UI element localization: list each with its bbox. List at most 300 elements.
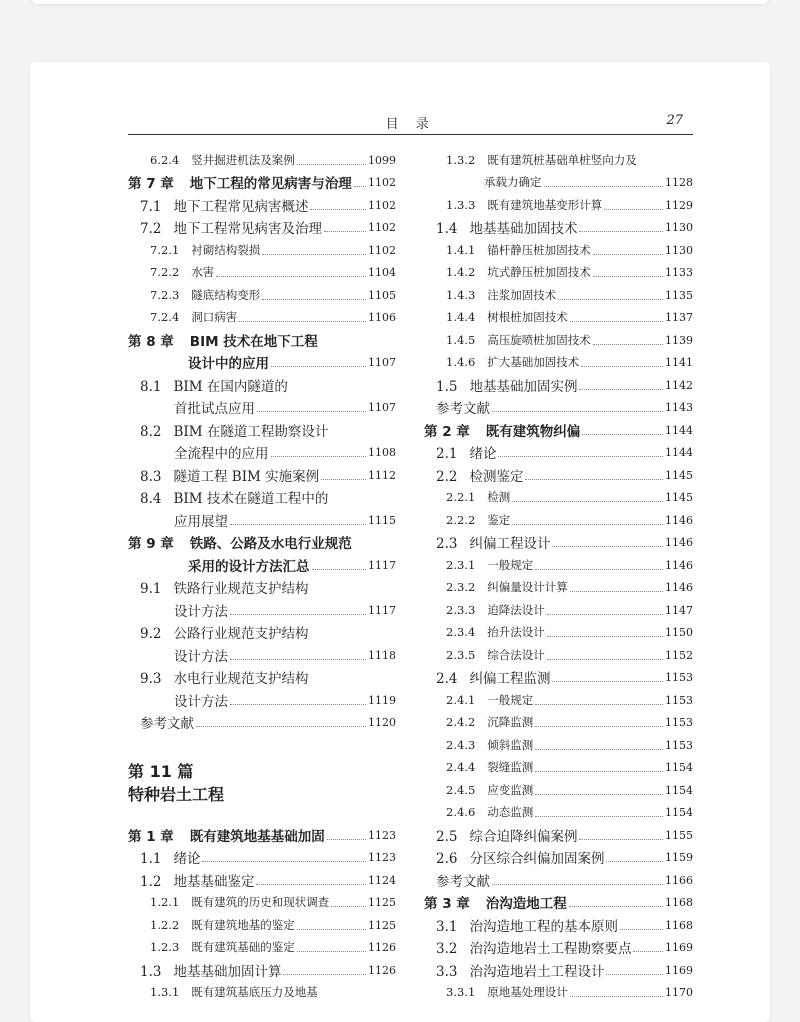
toc-entry-sub[interactable] xyxy=(128,261,396,283)
toc-entry-title xyxy=(128,172,352,192)
toc-entry-title xyxy=(128,825,325,845)
toc-entry-title xyxy=(140,622,308,642)
toc-entry-number: 1.1 xyxy=(140,851,162,867)
dot-leader xyxy=(256,879,366,885)
dot-leader xyxy=(606,969,663,975)
toc-entry-page: 1105 xyxy=(368,288,396,302)
dot-leader xyxy=(492,879,663,885)
toc-entry-sub[interactable] xyxy=(424,576,693,598)
toc-entry-sec[interactable] xyxy=(128,216,396,238)
toc-entry-title xyxy=(446,692,533,708)
dot-leader xyxy=(547,631,663,637)
toc-entry-page: 1145 xyxy=(665,468,693,482)
dot-leader xyxy=(196,721,366,727)
toc-entry-page: 1141 xyxy=(665,355,693,369)
toc-entry-sec[interactable] xyxy=(128,374,396,396)
dot-leader xyxy=(512,519,663,525)
dot-leader xyxy=(271,451,367,457)
toc-entry-title xyxy=(150,242,260,258)
toc-entry-sec[interactable] xyxy=(128,576,396,598)
toc-entry-page: 1144 xyxy=(665,423,693,437)
toc-entry-sec[interactable] xyxy=(128,509,396,531)
toc-entry-text: 地基基础加固计算 xyxy=(173,964,282,980)
toc-entry-number: 1.4 xyxy=(436,221,458,237)
toc-entry-sec[interactable] xyxy=(424,824,693,846)
dot-leader xyxy=(606,856,663,862)
toc-entry-number: 1.2.3 xyxy=(150,940,180,954)
toc-entry-ref[interactable] xyxy=(424,396,693,418)
dot-leader xyxy=(558,294,663,300)
toc-entry-title xyxy=(140,487,328,507)
toc-entry-sub[interactable] xyxy=(424,801,693,823)
toc-entry-title xyxy=(174,442,269,462)
toc-entry-title xyxy=(446,264,591,280)
toc-entry-sec[interactable] xyxy=(128,194,396,216)
toc-entry-title xyxy=(436,532,550,552)
toc-entry-page: 1126 xyxy=(368,940,396,954)
dot-leader xyxy=(593,271,663,277)
toc-entry-number: 7.1 xyxy=(140,199,162,215)
dot-leader xyxy=(579,834,663,840)
toc-entry-title xyxy=(436,937,631,957)
toc-entry-page: 1107 xyxy=(368,355,396,369)
toc-entry-page: 1168 xyxy=(665,918,693,932)
toc-entry-sub[interactable] xyxy=(424,689,693,711)
toc-entry-number: 1.4.1 xyxy=(446,243,476,257)
toc-entry-text: 沉降监测 xyxy=(487,715,534,729)
toc-entry-sub[interactable] xyxy=(424,621,693,643)
toc-entry-sub[interactable] xyxy=(424,711,693,733)
toc-entry-number: 第 9 章 xyxy=(128,536,174,552)
toc-entry-text: BIM 在隧道工程勘察设计 xyxy=(173,424,329,440)
toc-entry-number: 2.5 xyxy=(436,829,458,845)
toc-entry-chap[interactable] xyxy=(128,531,396,553)
toc-entry-title xyxy=(446,579,568,595)
toc-entry-sub[interactable] xyxy=(128,936,396,958)
toc-entry-title xyxy=(446,287,556,303)
toc-entry-number: 3.1 xyxy=(436,919,458,935)
toc-entry-number: 2.4.2 xyxy=(446,715,476,729)
toc-entry-title xyxy=(446,647,545,663)
dot-leader xyxy=(535,766,663,772)
dot-leader xyxy=(498,451,663,457)
toc-entry-sub[interactable] xyxy=(424,194,693,216)
toc-entry-number: 第 2 章 xyxy=(424,424,470,440)
toc-entry-sub[interactable] xyxy=(424,171,693,193)
toc-entry-title xyxy=(174,510,228,530)
toc-entry-number: 2.4.5 xyxy=(446,783,476,797)
toc-entry-sec[interactable] xyxy=(128,846,396,868)
toc-entry-page: 1150 xyxy=(665,625,693,639)
toc-entry-chap[interactable] xyxy=(128,824,396,846)
toc-entry-sec[interactable] xyxy=(424,216,693,238)
toc-entry-title xyxy=(446,557,533,573)
toc-entry-sub[interactable] xyxy=(128,891,396,913)
toc-entry-number: 1.4.2 xyxy=(446,265,476,279)
toc-entry-page: 1102 xyxy=(368,175,396,189)
toc-entry-page: 1135 xyxy=(665,288,693,302)
toc-entry-title xyxy=(446,354,579,370)
toc-entry-title xyxy=(150,917,295,933)
toc-entry-text: 扩大基础加固技术 xyxy=(487,355,580,369)
toc-entry-page: 1147 xyxy=(665,603,693,617)
toc-entry-sub[interactable] xyxy=(424,239,693,261)
toc-entry-page: 1107 xyxy=(368,400,396,414)
toc-entry-sec[interactable] xyxy=(424,666,693,688)
toc-entry-text: 树根桩加固技术 xyxy=(487,310,568,324)
toc-entry-number: 1.2.2 xyxy=(150,918,180,932)
toc-entry-page: 1118 xyxy=(368,648,396,662)
toc-entry-text: 地下工程常见病害概述 xyxy=(173,199,309,215)
toc-entry-page: 1159 xyxy=(665,850,693,864)
toc-entry-text: 既有建筑桩基础单桩竖向力及 xyxy=(487,153,637,167)
toc-entry-text: 综合法设计 xyxy=(487,648,545,662)
toc-entry-chap[interactable] xyxy=(424,891,693,913)
toc-entry-text: 一般规定 xyxy=(487,558,534,572)
toc-entry-page: 1129 xyxy=(665,198,693,212)
dot-leader xyxy=(262,294,366,300)
toc-entry-title xyxy=(140,217,322,237)
toc-entry-page: 1112 xyxy=(368,468,396,482)
dot-leader xyxy=(633,946,663,952)
toc-entry-title xyxy=(188,352,269,372)
toc-entry-title xyxy=(436,217,577,237)
toc-entry-sub[interactable] xyxy=(128,914,396,936)
dot-leader xyxy=(283,969,366,975)
toc-entry-number: 3.3.1 xyxy=(446,985,476,999)
toc-entry-page: 1146 xyxy=(665,535,693,549)
toc-entry-text: 既有建筑地基基础加固 xyxy=(189,829,325,845)
toc-entry-number: 7.2.3 xyxy=(150,288,180,302)
toc-entry-title xyxy=(446,602,545,618)
dot-leader xyxy=(525,474,663,480)
toc-entry-page: 1166 xyxy=(665,873,693,887)
toc-entry-title xyxy=(484,174,542,190)
toc-entry-text: 地下工程的常见病害与治理 xyxy=(189,176,352,192)
toc-entry-number: 2.4.6 xyxy=(446,805,476,819)
toc-entry-sub[interactable] xyxy=(128,149,396,171)
toc-entry-sub[interactable] xyxy=(424,351,693,373)
toc-entry-text: 原地基处理设计 xyxy=(487,985,568,999)
toc-entry-page: 1123 xyxy=(368,850,396,864)
toc-entry-title xyxy=(446,759,533,775)
toc-entry-number: 2.4.3 xyxy=(446,738,476,752)
toc-entry-text: 公路行业规范支护结构 xyxy=(173,626,309,642)
toc-entry-sec[interactable] xyxy=(424,914,693,936)
toc-entry-text: 铁路、公路及水电行业规范 xyxy=(189,536,352,552)
toc-entry-text: 动态监测 xyxy=(487,805,534,819)
toc-entry-number: 7.2.1 xyxy=(150,243,180,257)
toc-entry-text: 绪论 xyxy=(173,851,201,867)
dot-leader xyxy=(262,249,366,255)
toc-entry-page: 1146 xyxy=(665,580,693,594)
dot-leader xyxy=(230,654,366,660)
toc-entry-sub[interactable] xyxy=(424,756,693,778)
toc-entry-sec[interactable] xyxy=(128,644,396,666)
toc-entry-number: 1.3.2 xyxy=(446,153,476,167)
dot-leader xyxy=(579,226,663,232)
toc-entry-number: 2.3.3 xyxy=(446,603,476,617)
toc-entry-text: 洞口病害 xyxy=(191,310,238,324)
toc-entry-page: 1106 xyxy=(368,310,396,324)
toc-entry-title xyxy=(150,984,318,1000)
dot-leader xyxy=(552,676,663,682)
toc-entry-chap[interactable] xyxy=(128,329,396,351)
toc-entry-sec[interactable] xyxy=(128,959,396,981)
toc-entry-text: 参考文献 xyxy=(436,874,490,890)
dot-leader xyxy=(202,856,366,862)
toc-entry-page: 1137 xyxy=(665,310,693,324)
toc-entry-title xyxy=(446,309,568,325)
toc-entry-sub[interactable] xyxy=(424,734,693,756)
toc-entry-title xyxy=(150,264,214,280)
toc-entry-title xyxy=(150,309,237,325)
toc-entry-number: 2.4.1 xyxy=(446,693,476,707)
toc-entry-text: 绪论 xyxy=(469,446,497,462)
dot-leader xyxy=(604,204,663,210)
dot-leader xyxy=(354,181,366,187)
toc-entry-sub[interactable] xyxy=(424,486,693,508)
toc-entry-title xyxy=(140,577,308,597)
toc-entry-text: 设计中的应用 xyxy=(188,356,269,372)
toc-entry-text: 一般规定 xyxy=(487,693,534,707)
toc-entry-title xyxy=(446,804,533,820)
toc-entry-sec[interactable] xyxy=(424,846,693,868)
toc-entry-text: 既有建筑物纠偏 xyxy=(485,424,581,440)
toc-entry-page: 1168 xyxy=(665,895,693,909)
toc-entry-text: 衬砌结构裂损 xyxy=(191,243,261,257)
toc-entry-text: 设计方法 xyxy=(174,694,228,710)
toc-entry-text: 铁路行业规范支护结构 xyxy=(173,581,309,597)
toc-entry-sec[interactable] xyxy=(128,621,396,643)
toc-entry-page: 1119 xyxy=(368,693,396,707)
toc-entry-page: 1142 xyxy=(665,378,693,392)
toc-entry-title xyxy=(188,555,310,575)
toc-entry-sec[interactable] xyxy=(128,599,396,621)
dot-leader xyxy=(216,271,366,277)
toc-entry-title xyxy=(446,512,510,528)
toc-entry-text: 承载力确定 xyxy=(484,175,542,189)
toc-entry-text: 既有建筑的历史和现状调查 xyxy=(191,895,330,909)
toc-entry-number: 1.5 xyxy=(436,379,458,395)
toc-entry-sub[interactable] xyxy=(424,306,693,328)
toc-entry-number: 1.4.4 xyxy=(446,310,476,324)
toc-entry-sub[interactable] xyxy=(128,239,396,261)
toc-entry-sub[interactable] xyxy=(424,599,693,621)
toc-entry-page: 1154 xyxy=(665,760,693,774)
toc-entry-title xyxy=(140,870,254,890)
toc-entry-title xyxy=(140,847,200,867)
toc-entry-page: 1117 xyxy=(368,558,396,572)
toc-entry-page: 1108 xyxy=(368,445,396,459)
toc-entry-number: 2.2.2 xyxy=(446,513,476,527)
toc-entry-text: 锚杆静压桩加固技术 xyxy=(487,243,591,257)
toc-entry-number: 8.1 xyxy=(140,379,162,395)
toc-entry-text: 倾斜监测 xyxy=(487,738,534,752)
dot-leader xyxy=(535,564,663,570)
toc-entry-sec[interactable] xyxy=(424,374,693,396)
toc-entry-page: 1115 xyxy=(368,513,396,527)
toc-entry-text: 检测 xyxy=(487,490,511,504)
toc-entry-sub[interactable] xyxy=(128,306,396,328)
dot-leader xyxy=(331,901,366,907)
toc-entry-title xyxy=(436,442,496,462)
toc-entry-text: 隧底结构变形 xyxy=(191,288,261,302)
toc-entry-number: 2.2 xyxy=(436,469,458,485)
toc-entry-text: 设计方法 xyxy=(174,649,228,665)
toc-entry-title xyxy=(140,195,308,215)
toc-entry-text: 分区综合纠偏加固案例 xyxy=(469,851,605,867)
toc-entry-chap[interactable] xyxy=(424,419,693,441)
toc-entry-title xyxy=(446,984,568,1000)
toc-entry-page: 1170 xyxy=(665,985,693,999)
toc-entry-sec[interactable] xyxy=(424,936,693,958)
dot-leader xyxy=(593,249,663,255)
toc-entry-text: 高压旋喷桩加固技术 xyxy=(487,333,591,347)
toc-entry-ref[interactable] xyxy=(424,869,693,891)
toc-entry-text: 水害 xyxy=(191,265,215,279)
toc-entry-text: 应用展望 xyxy=(174,514,228,530)
toc-entry-title xyxy=(446,152,637,168)
toc-entry-title xyxy=(446,624,545,640)
dot-leader xyxy=(535,744,663,750)
toc-entry-text: 裂缝监测 xyxy=(487,760,534,774)
toc-entry-text: 鉴定 xyxy=(487,513,511,527)
dot-leader xyxy=(327,834,366,840)
toc-entry-title xyxy=(436,915,618,935)
toc-entry-title xyxy=(150,939,295,955)
toc-entry-text: BIM 技术在地下工程 xyxy=(189,334,318,350)
dot-leader xyxy=(239,316,366,322)
toc-entry-sec[interactable] xyxy=(128,464,396,486)
toc-entry-chap[interactable] xyxy=(128,171,396,193)
toc-entry-text: 全流程中的应用 xyxy=(174,446,269,462)
dot-leader xyxy=(312,564,367,570)
toc-entry-title xyxy=(140,667,308,687)
toc-entry-sub[interactable] xyxy=(424,284,693,306)
toc-entry-page: 1143 xyxy=(665,400,693,414)
toc-entry-page: 1128 xyxy=(665,175,693,189)
toc-entry-title xyxy=(150,287,260,303)
toc-entry-title xyxy=(446,737,533,753)
toc-entry-number: 8.3 xyxy=(140,469,162,485)
dot-leader xyxy=(569,901,663,907)
page-number: 27 xyxy=(666,113,683,128)
toc-entry-title xyxy=(150,894,329,910)
toc-entry-title xyxy=(446,782,533,798)
toc-entry-title xyxy=(436,847,604,867)
toc-entry-ref[interactable] xyxy=(128,711,396,733)
dot-leader xyxy=(297,159,366,165)
dot-leader xyxy=(579,384,663,390)
toc-entry-sub[interactable] xyxy=(424,329,693,351)
dot-leader xyxy=(535,721,663,727)
toc-entry-page: 1102 xyxy=(368,198,396,212)
toc-entry-page: 1126 xyxy=(368,963,396,977)
toc-entry-number: 1.4.3 xyxy=(446,288,476,302)
toc-entry-sec[interactable] xyxy=(128,666,396,688)
toc-entry-sec[interactable] xyxy=(128,419,396,441)
toc-entry-number: 1.4.5 xyxy=(446,333,476,347)
toc-entry-page: 1125 xyxy=(368,895,396,909)
toc-entry-text: 治沟造地工程的基本原则 xyxy=(469,919,618,935)
toc-entry-sec[interactable] xyxy=(128,689,396,711)
dot-leader xyxy=(570,991,663,997)
part-title: 特种岩土工程 xyxy=(128,785,225,804)
toc-entry-page: 1144 xyxy=(665,445,693,459)
toc-entry-title xyxy=(446,197,602,213)
toc-entry-number: 1.3.1 xyxy=(150,985,180,999)
toc-entry-title xyxy=(436,870,490,890)
toc-entry-sec[interactable] xyxy=(128,869,396,891)
dot-leader xyxy=(570,586,663,592)
toc-entry-number: 2.3.2 xyxy=(446,580,476,594)
toc-entry-text: 设计方法 xyxy=(174,604,228,620)
dot-leader xyxy=(512,496,663,502)
toc-entry-sec[interactable] xyxy=(128,396,396,418)
toc-entry-sec[interactable] xyxy=(424,959,693,981)
toc-entry-sec[interactable] xyxy=(128,441,396,463)
dot-leader xyxy=(552,541,663,547)
toc-entry-text: 坑式静压桩加固技术 xyxy=(487,265,591,279)
toc-entry-page: 1130 xyxy=(665,243,693,257)
toc-entry-text: 隧道工程 BIM 实施案例 xyxy=(173,469,320,485)
toc-entry-text: 地下工程常见病害及治理 xyxy=(173,221,322,237)
toc-entry-text: 纠偏工程监测 xyxy=(469,671,551,687)
toc-entry-sec[interactable] xyxy=(424,464,693,486)
toc-entry-number: 2.3.5 xyxy=(446,648,476,662)
toc-entry-number: 2.3.1 xyxy=(446,558,476,572)
toc-entry-sec[interactable] xyxy=(424,441,693,463)
toc-entry-text: 首批试点应用 xyxy=(174,401,255,417)
toc-entry-sec[interactable] xyxy=(128,486,396,508)
toc-entry-sec[interactable] xyxy=(424,531,693,553)
toc-entry-text: 既有建筑地基变形计算 xyxy=(487,198,603,212)
toc-entry-page: 1104 xyxy=(368,265,396,279)
toc-entry-sub[interactable] xyxy=(424,261,693,283)
toc-entry-chap[interactable] xyxy=(128,554,396,576)
toc-entry-page: 1153 xyxy=(665,670,693,684)
dot-leader xyxy=(230,699,366,705)
toc-entry-text: 纠偏量设计计算 xyxy=(487,580,568,594)
toc-entry-text: 参考文献 xyxy=(436,401,490,417)
toc-entry-sub[interactable] xyxy=(128,284,396,306)
toc-entry-page: 1152 xyxy=(665,648,693,662)
toc-entry-number: 1.2.1 xyxy=(150,895,180,909)
toc-entry-number: 3.2 xyxy=(436,941,458,957)
toc-entry-number: 1.2 xyxy=(140,874,162,890)
toc-entry-sub[interactable] xyxy=(424,779,693,801)
toc-entry-sub[interactable] xyxy=(424,644,693,666)
toc-entry-chap[interactable] xyxy=(128,351,396,373)
toc-entry-title xyxy=(424,892,567,912)
toc-entry-number: 7.2.4 xyxy=(150,310,180,324)
dot-leader xyxy=(547,654,663,660)
toc-entry-page: 1169 xyxy=(665,963,693,977)
dot-leader xyxy=(230,609,366,615)
toc-entry-text: 地基基础鉴定 xyxy=(173,874,255,890)
toc-entry-number: 第 7 章 xyxy=(128,176,174,192)
toc-entry-sub[interactable] xyxy=(424,554,693,576)
toc-entry-text: 治沟造地岩土工程勘察要点 xyxy=(469,941,632,957)
toc-entry-sub[interactable] xyxy=(424,509,693,531)
toc-entry-title xyxy=(140,375,288,395)
toc-entry-page: 1117 xyxy=(368,603,396,617)
toc-entry-sub[interactable] xyxy=(424,149,693,171)
toc-entry-page: 1154 xyxy=(665,783,693,797)
toc-entry-number: 2.1 xyxy=(436,446,458,462)
dot-leader xyxy=(570,316,663,322)
